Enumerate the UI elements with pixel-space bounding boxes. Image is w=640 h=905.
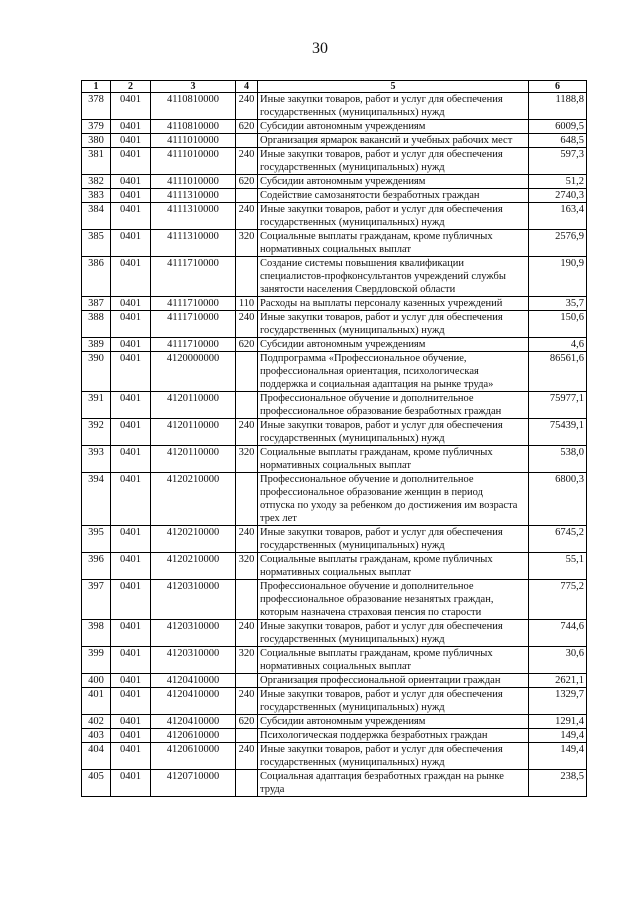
expense-name-line: Социальные выплаты гражданам, кроме публичных — [260, 648, 493, 659]
expense-name-line: государственных (муниципальных) нужд — [260, 702, 445, 713]
amount-cell: 2740,3 — [529, 189, 587, 203]
target-article-cell: 4120110000 — [151, 392, 236, 419]
expense-name-line: Иные закупки товаров, работ и услуг для обеспечения — [260, 689, 503, 700]
expense-name-cell — [258, 257, 529, 297]
expense-name-cell — [258, 419, 529, 446]
expense-type-cell: 240 — [236, 620, 258, 647]
target-article-cell: 4111010000 — [151, 148, 236, 175]
target-article-cell: 4110810000 — [151, 120, 236, 134]
expense-name-line: Профессиональное обучение и дополнительное — [260, 393, 474, 404]
amount-cell: 238,5 — [529, 770, 587, 797]
expense-name-cell — [258, 311, 529, 338]
expense-type-cell — [236, 257, 258, 297]
expense-type-cell: 320 — [236, 230, 258, 257]
expense-name-cell — [258, 743, 529, 770]
amount-cell: 190,9 — [529, 257, 587, 297]
target-article-cell: 4120000000 — [151, 352, 236, 392]
table-row — [82, 688, 587, 715]
amount-cell: 744,6 — [529, 620, 587, 647]
expense-type-cell: 320 — [236, 647, 258, 674]
expense-name-line: Социальные выплаты гражданам, кроме публичных — [260, 447, 493, 458]
target-article-cell: 4120110000 — [151, 446, 236, 473]
row-number-cell: 391 — [82, 392, 111, 419]
expense-name-line: профессиональное образование женщин в период — [260, 487, 483, 498]
section-code-cell: 0401 — [111, 553, 151, 580]
table-row — [82, 620, 587, 647]
expense-type-cell: 620 — [236, 120, 258, 134]
row-number-cell: 398 — [82, 620, 111, 647]
expense-name-line: занятости населения Свердловской области — [260, 284, 456, 295]
amount-cell: 2576,9 — [529, 230, 587, 257]
amount-cell: 86561,6 — [529, 352, 587, 392]
table-row — [82, 419, 587, 446]
row-number-cell: 395 — [82, 526, 111, 553]
table-row — [82, 230, 587, 257]
expense-type-cell — [236, 729, 258, 743]
target-article-cell: 4120210000 — [151, 473, 236, 526]
expense-type-cell — [236, 189, 258, 203]
expense-name-line: Содействие самозанятости безработных граждан — [260, 190, 480, 201]
table-row — [82, 715, 587, 729]
row-number-cell: 396 — [82, 553, 111, 580]
expense-name-cell — [258, 473, 529, 526]
target-article-cell: 4111710000 — [151, 338, 236, 352]
target-article-cell: 4120110000 — [151, 419, 236, 446]
row-number-cell: 402 — [82, 715, 111, 729]
expense-name-line: Организация профессиональной ориентации граждан — [260, 675, 501, 686]
expense-type-cell — [236, 392, 258, 419]
target-article-cell: 4120410000 — [151, 674, 236, 688]
table-row — [82, 674, 587, 688]
amount-cell: 75977,1 — [529, 392, 587, 419]
expense-type-cell: 620 — [236, 715, 258, 729]
row-number-cell: 392 — [82, 419, 111, 446]
row-number-cell: 385 — [82, 230, 111, 257]
expense-name-line: Иные закупки товаров, работ и услуг для обеспечения — [260, 420, 503, 431]
expense-name-cell — [258, 338, 529, 352]
target-article-cell: 4120310000 — [151, 580, 236, 620]
expense-name-line: трех лет — [260, 513, 297, 524]
expense-name-cell — [258, 446, 529, 473]
target-article-cell: 4120710000 — [151, 770, 236, 797]
expense-name-line: Иные закупки товаров, работ и услуг для обеспечения — [260, 744, 503, 755]
expense-name-line: Организация ярмарок вакансий и учебных рабочих мест — [260, 135, 513, 146]
section-code-cell: 0401 — [111, 647, 151, 674]
header-col-4: 4 — [236, 81, 258, 93]
expense-name-line: Иные закупки товаров, работ и услуг для обеспечения — [260, 94, 503, 105]
section-code-cell: 0401 — [111, 120, 151, 134]
expense-type-cell: 620 — [236, 338, 258, 352]
expense-name-line: Субсидии автономным учреждениям — [260, 121, 426, 132]
expense-name-line: поддержка и социальная адаптация на рынке труда» — [260, 379, 494, 390]
expense-type-cell: 240 — [236, 688, 258, 715]
section-code-cell: 0401 — [111, 620, 151, 647]
section-code-cell: 0401 — [111, 446, 151, 473]
target-article-cell: 4111710000 — [151, 257, 236, 297]
amount-cell: 1291,4 — [529, 715, 587, 729]
amount-cell: 149,4 — [529, 743, 587, 770]
expense-name-line: государственных (муниципальных) нужд — [260, 540, 445, 551]
section-code-cell: 0401 — [111, 743, 151, 770]
row-number-cell: 394 — [82, 473, 111, 526]
expense-name-line: нормативных социальных выплат — [260, 460, 411, 471]
expense-name-line: Иные закупки товаров, работ и услуг для обеспечения — [260, 312, 503, 323]
row-number-cell: 393 — [82, 446, 111, 473]
row-number-cell: 389 — [82, 338, 111, 352]
target-article-cell: 4120210000 — [151, 553, 236, 580]
section-code-cell: 0401 — [111, 257, 151, 297]
expense-name-cell — [258, 553, 529, 580]
expense-name-cell — [258, 715, 529, 729]
expense-name-cell — [258, 189, 529, 203]
expense-name-cell — [258, 134, 529, 148]
amount-cell: 1329,7 — [529, 688, 587, 715]
expense-type-cell: 240 — [236, 148, 258, 175]
expense-name-cell — [258, 120, 529, 134]
expense-name-cell — [258, 526, 529, 553]
expense-name-line: Социальные выплаты гражданам, кроме публичных — [260, 554, 493, 565]
table-row — [82, 297, 587, 311]
amount-cell: 597,3 — [529, 148, 587, 175]
expense-name-line: Субсидии автономным учреждениям — [260, 716, 426, 727]
expense-name-line: Иные закупки товаров, работ и услуг для обеспечения — [260, 149, 503, 160]
amount-cell: 30,6 — [529, 647, 587, 674]
expense-name-cell — [258, 93, 529, 120]
section-code-cell: 0401 — [111, 770, 151, 797]
table-row — [82, 473, 587, 526]
header-col-1: 1 — [82, 81, 111, 93]
expense-name-line: государственных (муниципальных) нужд — [260, 325, 445, 336]
expense-name-line: Профессиональное обучение и дополнительное — [260, 581, 474, 592]
row-number-cell: 397 — [82, 580, 111, 620]
table-row — [82, 446, 587, 473]
amount-cell: 6800,3 — [529, 473, 587, 526]
section-code-cell: 0401 — [111, 338, 151, 352]
section-code-cell: 0401 — [111, 175, 151, 189]
expense-name-cell — [258, 392, 529, 419]
target-article-cell: 4120410000 — [151, 688, 236, 715]
target-article-cell: 4120410000 — [151, 715, 236, 729]
table-row — [82, 257, 587, 297]
target-article-cell: 4111310000 — [151, 203, 236, 230]
table-row — [82, 120, 587, 134]
table-row — [82, 189, 587, 203]
expense-type-cell: 240 — [236, 743, 258, 770]
table-row — [82, 526, 587, 553]
expense-name-line: Подпрограмма «Профессиональное обучение, — [260, 353, 467, 364]
amount-cell: 1188,8 — [529, 93, 587, 120]
row-number-cell: 378 — [82, 93, 111, 120]
expense-name-line: Субсидии автономным учреждениям — [260, 339, 426, 350]
section-code-cell: 0401 — [111, 189, 151, 203]
row-number-cell: 383 — [82, 189, 111, 203]
row-number-cell: 401 — [82, 688, 111, 715]
page-number: 30 — [312, 40, 328, 57]
expense-name-line: отпуска по уходу за ребенком до достижения им возраста — [260, 500, 518, 511]
section-code-cell: 0401 — [111, 392, 151, 419]
amount-cell: 51,2 — [529, 175, 587, 189]
table-row — [82, 743, 587, 770]
table-row — [82, 175, 587, 189]
expense-name-line: государственных (муниципальных) нужд — [260, 433, 445, 444]
expense-type-cell: 240 — [236, 311, 258, 338]
table-row — [82, 134, 587, 148]
row-number-cell: 384 — [82, 203, 111, 230]
target-article-cell: 4111710000 — [151, 311, 236, 338]
expense-name-line: государственных (муниципальных) нужд — [260, 217, 445, 228]
header-col-5: 5 — [258, 81, 529, 93]
expense-name-line: нормативных социальных выплат — [260, 661, 411, 672]
expense-name-line: Создание системы повышения квалификации — [260, 258, 464, 269]
row-number-cell: 387 — [82, 297, 111, 311]
section-code-cell: 0401 — [111, 688, 151, 715]
table-row — [82, 580, 587, 620]
expense-name-line: Социальная адаптация безработных граждан на рынке — [260, 771, 504, 782]
amount-cell: 2621,1 — [529, 674, 587, 688]
expense-name-cell — [258, 647, 529, 674]
expense-type-cell: 320 — [236, 553, 258, 580]
table-row — [82, 729, 587, 743]
table-row — [82, 392, 587, 419]
expense-name-line: профессиональная ориентация, психологическая — [260, 366, 479, 377]
expense-name-cell — [258, 148, 529, 175]
amount-cell: 163,4 — [529, 203, 587, 230]
header-col-6: 6 — [529, 81, 587, 93]
section-code-cell: 0401 — [111, 473, 151, 526]
section-code-cell: 0401 — [111, 729, 151, 743]
header-col-3: 3 — [151, 81, 236, 93]
row-number-cell: 386 — [82, 257, 111, 297]
expense-name-cell — [258, 770, 529, 797]
amount-cell: 775,2 — [529, 580, 587, 620]
expense-name-line: профессиональное образование незанятых граждан, — [260, 594, 494, 605]
amount-cell: 55,1 — [529, 553, 587, 580]
budget-table — [81, 80, 587, 797]
target-article-cell: 4120310000 — [151, 620, 236, 647]
table-row — [82, 338, 587, 352]
expense-name-line: государственных (муниципальных) нужд — [260, 162, 445, 173]
target-article-cell: 4120610000 — [151, 743, 236, 770]
expense-type-cell — [236, 473, 258, 526]
expense-name-line: труда — [260, 784, 285, 795]
expense-name-line: Иные закупки товаров, работ и услуг для обеспечения — [260, 204, 503, 215]
row-number-cell: 403 — [82, 729, 111, 743]
target-article-cell: 4111710000 — [151, 297, 236, 311]
table-row — [82, 148, 587, 175]
row-number-cell: 379 — [82, 120, 111, 134]
expense-name-line: нормативных социальных выплат — [260, 244, 411, 255]
expense-name-cell — [258, 203, 529, 230]
expense-name-cell — [258, 620, 529, 647]
expense-name-cell — [258, 674, 529, 688]
amount-cell: 6009,5 — [529, 120, 587, 134]
expense-name-cell — [258, 729, 529, 743]
row-number-cell: 400 — [82, 674, 111, 688]
section-code-cell: 0401 — [111, 311, 151, 338]
expense-name-line: Субсидии автономным учреждениям — [260, 176, 426, 187]
section-code-cell: 0401 — [111, 93, 151, 120]
section-code-cell: 0401 — [111, 419, 151, 446]
expense-type-cell: 240 — [236, 419, 258, 446]
expense-name-line: Психологическая поддержка безработных граждан — [260, 730, 488, 741]
section-code-cell: 0401 — [111, 526, 151, 553]
amount-cell: 149,4 — [529, 729, 587, 743]
expense-name-line: государственных (муниципальных) нужд — [260, 757, 445, 768]
table-row — [82, 93, 587, 120]
expense-name-cell — [258, 297, 529, 311]
section-code-cell: 0401 — [111, 715, 151, 729]
target-article-cell: 4111010000 — [151, 134, 236, 148]
section-code-cell: 0401 — [111, 148, 151, 175]
amount-cell: 538,0 — [529, 446, 587, 473]
expense-name-line: Расходы на выплаты персоналу казенных учреждений — [260, 298, 503, 309]
expense-type-cell — [236, 770, 258, 797]
table-row — [82, 203, 587, 230]
amount-cell: 150,6 — [529, 311, 587, 338]
target-article-cell: 4120210000 — [151, 526, 236, 553]
row-number-cell: 380 — [82, 134, 111, 148]
expense-name-line: Профессиональное обучение и дополнительное — [260, 474, 474, 485]
row-number-cell: 404 — [82, 743, 111, 770]
table-header-row — [82, 81, 587, 93]
expense-name-cell — [258, 230, 529, 257]
target-article-cell: 4110810000 — [151, 93, 236, 120]
amount-cell: 6745,2 — [529, 526, 587, 553]
expense-name-cell — [258, 352, 529, 392]
expense-name-line: Иные закупки товаров, работ и услуг для обеспечения — [260, 621, 503, 632]
section-code-cell: 0401 — [111, 134, 151, 148]
header-col-2: 2 — [111, 81, 151, 93]
table-row — [82, 770, 587, 797]
expense-name-cell — [258, 580, 529, 620]
expense-name-line: профессиональное образование безработных граждан — [260, 406, 502, 417]
expense-type-cell: 320 — [236, 446, 258, 473]
target-article-cell: 4111310000 — [151, 230, 236, 257]
expense-type-cell: 110 — [236, 297, 258, 311]
expense-type-cell — [236, 134, 258, 148]
section-code-cell: 0401 — [111, 297, 151, 311]
section-code-cell: 0401 — [111, 203, 151, 230]
amount-cell: 75439,1 — [529, 419, 587, 446]
amount-cell: 648,5 — [529, 134, 587, 148]
expense-type-cell — [236, 674, 258, 688]
expense-name-line: Иные закупки товаров, работ и услуг для обеспечения — [260, 527, 503, 538]
target-article-cell: 4120310000 — [151, 647, 236, 674]
expense-name-line: нормативных социальных выплат — [260, 567, 411, 578]
section-code-cell: 0401 — [111, 580, 151, 620]
target-article-cell: 4120610000 — [151, 729, 236, 743]
row-number-cell: 399 — [82, 647, 111, 674]
target-article-cell: 4111010000 — [151, 175, 236, 189]
row-number-cell: 381 — [82, 148, 111, 175]
section-code-cell: 0401 — [111, 674, 151, 688]
expense-type-cell: 620 — [236, 175, 258, 189]
target-article-cell: 4111310000 — [151, 189, 236, 203]
amount-cell: 35,7 — [529, 297, 587, 311]
expense-name-line: государственных (муниципальных) нужд — [260, 107, 445, 118]
expense-type-cell — [236, 352, 258, 392]
table-row — [82, 647, 587, 674]
expense-name-line: которым назначена страховая пенсия по старости — [260, 607, 482, 618]
table-row — [82, 352, 587, 392]
row-number-cell: 388 — [82, 311, 111, 338]
expense-name-line: государственных (муниципальных) нужд — [260, 634, 445, 645]
row-number-cell: 382 — [82, 175, 111, 189]
row-number-cell: 390 — [82, 352, 111, 392]
row-number-cell: 405 — [82, 770, 111, 797]
expense-name-line: специалистов-профконсультантов учреждений службы — [260, 271, 506, 282]
section-code-cell: 0401 — [111, 352, 151, 392]
expense-type-cell: 240 — [236, 93, 258, 120]
expense-type-cell — [236, 580, 258, 620]
amount-cell: 4,6 — [529, 338, 587, 352]
expense-type-cell: 240 — [236, 203, 258, 230]
expense-type-cell: 240 — [236, 526, 258, 553]
table-row — [82, 553, 587, 580]
table-body — [82, 93, 587, 797]
expense-name-cell — [258, 175, 529, 189]
expense-name-cell — [258, 688, 529, 715]
expense-name-line: Социальные выплаты гражданам, кроме публичных — [260, 231, 493, 242]
table-row — [82, 311, 587, 338]
section-code-cell: 0401 — [111, 230, 151, 257]
